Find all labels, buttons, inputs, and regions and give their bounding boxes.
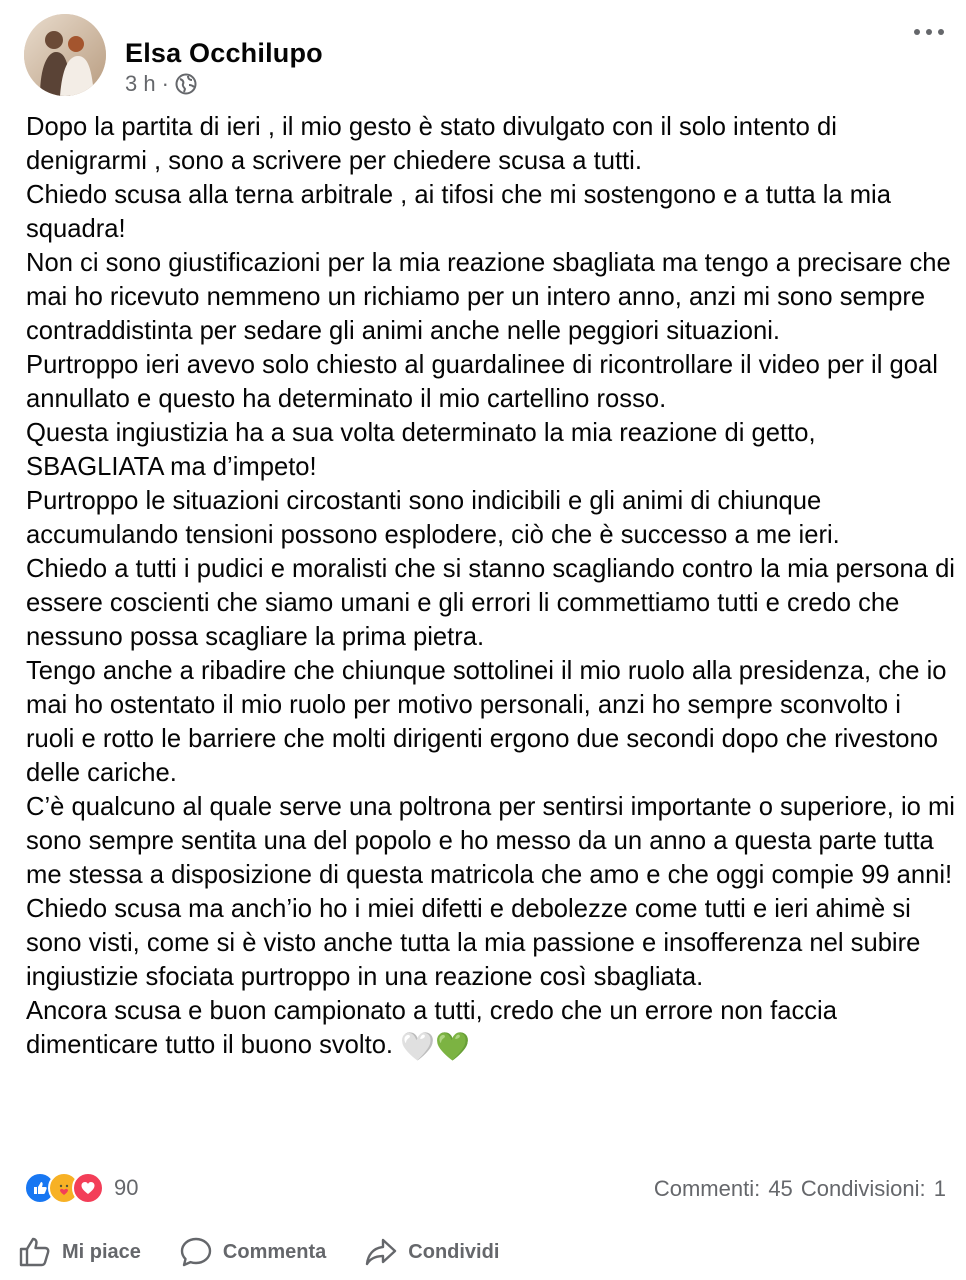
share-label: Condividi — [408, 1240, 500, 1263]
post-paragraph: Chiedo scusa ma anch’io ho i miei difetti e debolezze come tutti e ieri ahimè si sono visti, come si è visto anche tutta la mia passione e insofferenza nel subire ingiustizie sfociata purtroppo in una reazione così sbagliata. — [26, 895, 921, 991]
thumbs-up-icon — [18, 1236, 52, 1268]
author-name[interactable]: Elsa Occhilupo — [125, 38, 323, 68]
post-paragraph: Dopo la partita di ieri , il mio gesto è stato divulgato con il solo intento di denigrarmi , sono a scrivere per chiedere scusa a tutti. — [26, 113, 837, 175]
shares-count[interactable]: Condivisioni: 1 — [800, 1176, 946, 1201]
post-text — [26, 110, 956, 1064]
post-paragraph: Chiedo scusa alla terna arbitrale , ai tifosi che mi sostengono e a tutta la mia squadra! — [26, 181, 891, 243]
post-paragraph: Chiedo a tutti i pudici e moralisti che si stanno scagliando contro la mia persona di essere coscienti che siamo umani e gli errori li commettiamo tutti e credo che nessuno possa scagliare la prima pietra. — [26, 555, 955, 651]
post-meta — [125, 71, 197, 97]
share-button[interactable] — [364, 1236, 499, 1268]
post-paragraph: Non ci sono giustificazioni per la mia reazione sbagliata ma tengo a precisare che mai ho ricevuto nemmeno un richiamo per un intero anno, anzi mi sono sempre contraddistinta per sedare gli animi anche nelle peggiori situazioni. — [26, 249, 951, 345]
reaction-count[interactable]: 90 — [114, 1175, 139, 1200]
post-header — [24, 14, 944, 98]
like-label: Mi piace — [62, 1240, 141, 1263]
avatar[interactable] — [24, 14, 106, 96]
share-icon — [364, 1236, 398, 1268]
heart-emoji: 🤍💚 — [400, 1031, 470, 1062]
globe-icon[interactable] — [175, 73, 197, 95]
comment-button[interactable] — [179, 1236, 326, 1268]
comments-count[interactable]: Commenti: 45 — [653, 1176, 793, 1201]
post-paragraph: C’è qualcuno al quale serve una poltrona per sentirsi importante o superiore, io mi sono sempre sentita una del popolo e ho messo da un anno a questa parte tutta me stessa a disposizione di questa matricola che amo e che oggi compie 99 anni! — [26, 793, 955, 889]
reactions-summary[interactable] — [24, 1172, 138, 1204]
like-button[interactable] — [18, 1236, 141, 1268]
post-paragraph-last — [26, 994, 956, 1064]
post-paragraph: Purtroppo ieri avevo solo chiesto al guardalinee di ricontrollare il video per il goal annullato e questo ha determinato il mio cartellino rosso. — [26, 351, 938, 413]
post-paragraph: Ancora scusa e buon campionato a tutti, credo che un errore non faccia dimenticare tutto il buono svolto. — [26, 997, 837, 1059]
post-paragraph: Tengo anche a ribadire che chiunque sottolinei il mio ruolo alla presidenza, che io mai ho ostentato il mio ruolo per motivo personali, anzi ho sempre sconvolto i ruoli e rotto le barriere che molti dirigenti ergono due secondi dopo che rivestono delle cariche. — [26, 657, 947, 787]
comment-icon — [179, 1236, 213, 1268]
post-paragraph: Purtroppo le situazioni circostanti sono indicibili e gli animi di chiunque accumulando tensioni possono esplodere, ciò che è successo a me ieri. — [26, 487, 840, 549]
post-paragraph: Questa ingiustizia ha a sua volta determinato la mia reazione di getto, SBAGLIATA ma d’impeto! — [26, 419, 816, 481]
action-bar — [18, 1232, 578, 1272]
love-icon — [72, 1172, 104, 1204]
engagement-counts — [654, 1176, 946, 1202]
more-options-icon[interactable] — [914, 22, 944, 42]
post-time[interactable]: 3 h — [125, 71, 156, 96]
meta-separator: · — [161, 71, 169, 96]
comment-label: Commenta — [222, 1240, 327, 1263]
post-stats — [24, 1172, 946, 1206]
